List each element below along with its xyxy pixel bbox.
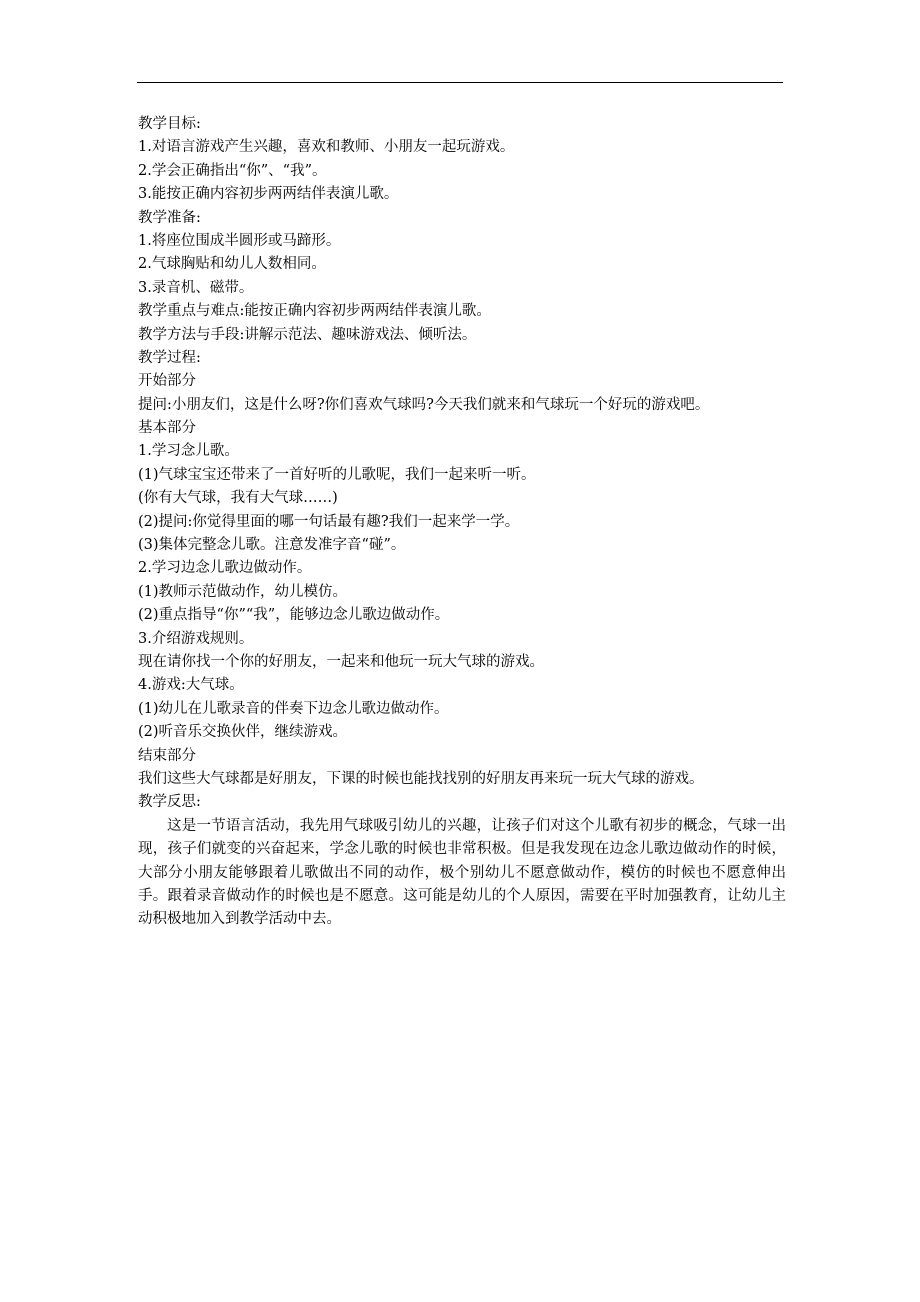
key-points: 教学重点与难点:能按正确内容初步两两结伴表演儿歌。 [138, 303, 491, 320]
basic-step-2-1: (1)教师示范做动作，幼儿模仿。 [138, 583, 348, 600]
preparation-2: 2.气球胸贴和幼儿人数相同。 [138, 256, 326, 273]
basic-step-4-2: (2)听音乐交换伙伴，继续游戏。 [138, 724, 348, 741]
basic-step-1-2: (2)提问:你觉得里面的哪一句话最有趣?我们一起来学一学。 [138, 513, 520, 530]
basic-step-2-2: (2)重点指导“你”“我”，能够边念儿歌边做动作。 [138, 607, 450, 624]
objective-1: 1.对语言游戏产生兴趣，喜欢和教师、小朋友一起玩游戏。 [138, 139, 515, 156]
document-body [138, 113, 788, 932]
section-basic: 基本部分 [138, 420, 196, 437]
reflection-paragraph: 这是一节语言活动，我先用气球吸引幼儿的兴趣，让孩子们对这个儿歌有初步的概念，气球一出现，孩子们就变的兴奋起来，学念儿歌的时候也非常积极。但是我发现在边念儿歌边做动作的时候，大部分小朋友能够跟着儿歌做出不同的动作，极个别幼儿不愿意做动作，模仿的时候也不愿意伸出手。跟着录音做动作的时候也是不愿意。这可能是幼儿的个人原因，需要在平时加强教育，让幼儿主动积极地加入到教学活动中去。 [138, 817, 786, 928]
basic-step-1-3: (3)集体完整念儿歌。注意发准字音“碰”。 [138, 537, 406, 554]
basic-step-4: 4.游戏:大气球。 [138, 677, 244, 694]
section-opening: 开始部分 [138, 373, 196, 390]
basic-step-1-1: (1)气球宝宝还带来了一首好听的儿歌呢，我们一起来听一听。 [138, 466, 536, 483]
preparation-3: 3.录音机、磁带。 [138, 279, 254, 296]
basic-step-3-text: 现在请你找一个你的好朋友，一起来和他玩一玩大气球的游戏。 [138, 653, 544, 670]
basic-step-1-rhyme: (你有大气球，我有大气球……) [138, 490, 338, 507]
basic-step-3: 3.介绍游戏规则。 [138, 630, 254, 647]
basic-step-1: 1.学习念儿歌。 [138, 443, 239, 460]
preparation-1: 1.将座位围成半圆形或马蹄形。 [138, 232, 341, 249]
basic-step-4-1: (1)幼儿在儿歌录音的伴奏下边念儿歌边做动作。 [138, 700, 449, 717]
heading-process: 教学过程: [138, 349, 201, 366]
basic-step-2: 2.学习边念儿歌边做动作。 [138, 560, 312, 577]
section-closing: 结束部分 [138, 747, 196, 764]
heading-reflection: 教学反思: [138, 794, 201, 811]
objective-3: 3.能按正确内容初步两两结伴表演儿歌。 [138, 186, 399, 203]
heading-objectives: 教学目标: [138, 116, 201, 132]
objective-2: 2.学会正确指出“你”、“我”。 [138, 162, 327, 179]
teaching-methods: 教学方法与手段:讲解示范法、趣味游戏法、倾听法。 [138, 326, 477, 343]
closing-text: 我们这些大气球都是好朋友，下课的时候也能找找别的好朋友再来玩一玩大气球的游戏。 [138, 770, 704, 787]
heading-preparation: 教学准备: [138, 209, 201, 226]
opening-question: 提问:小朋友们，这是什么呀?你们喜欢气球吗?今天我们就来和气球玩一个好玩的游戏吧。 [138, 396, 710, 413]
header-rule [137, 82, 783, 83]
